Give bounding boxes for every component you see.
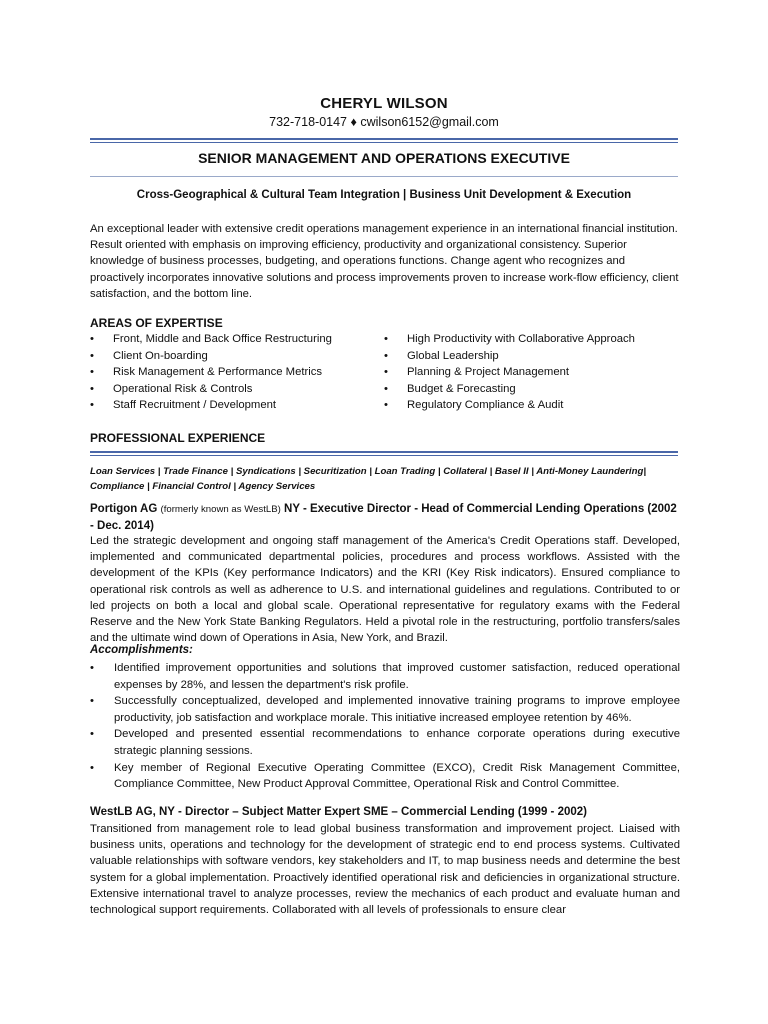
diamond-separator-icon: ♦ bbox=[350, 115, 357, 129]
expertise-item: • Staff Recruitment / Development bbox=[90, 397, 380, 414]
headline: SENIOR MANAGEMENT AND OPERATIONS EXECUTIVE bbox=[198, 150, 570, 166]
job-title-westlb: WestLB AG, NY - Director – Subject Matter Expert SME – Commercial Lending (1999 - 2002) bbox=[90, 806, 587, 818]
company-note: (formerly known as WestLB) bbox=[160, 504, 281, 515]
company-name: Portigon AG bbox=[90, 503, 158, 515]
expertise-item: • Budget & Forecasting bbox=[384, 381, 680, 398]
experience-title: PROFESSIONAL EXPERIENCE bbox=[90, 431, 266, 445]
tagline: Cross-Geographical & Cultural Team Integration | Business Unit Development & Execution bbox=[136, 189, 632, 201]
job-description-westlb: Transitioned from management role to lead global business transformation and improvement project. Liaised with business units, operations and technology for the development of strategic end to end process systems. Cultivated valuable relationships with software vendors, key stakeholders and IT, to map business needs and determine the best system for a global implementation. Proactively identified operational risk and deficiencies in organizational structure. Extensive international travel to analyze processes, review the mechanics of each product and evaluate human and technological support requirements. Collaborated with all levels of professionals to ensure clear bbox=[90, 823, 680, 917]
header-divider bbox=[90, 138, 678, 143]
expertise-item: • Planning & Project Management bbox=[384, 364, 680, 381]
job-title-rest: NY - Executive Director - Head of Commercial Lending Operations (2002 - Dec. 2014) bbox=[90, 503, 677, 532]
expertise-item: • Operational Risk & Controls bbox=[90, 381, 380, 398]
accomplishments-label: Accomplishments: bbox=[90, 644, 193, 656]
expertise-title: AREAS OF EXPERTISE bbox=[90, 316, 223, 330]
summary-paragraph: An exceptional leader with extensive credit operations management experience in an international financial institution. Result oriented with emphasis on improving efficiency, productivity and organizational consistency. Superior knowledge of business processes, budgeting, and operations functions. Change agent who recognizes and proactively incorporates innovative solutions and process improvements proven to increase work-flow efficiency, client satisfaction, and the bottom line. bbox=[90, 223, 679, 300]
accomplishment-item: • Developed and presented essential recommendations to enhance corporate operations during executive strategic planning sessions. bbox=[90, 726, 680, 759]
expertise-item: • High Productivity with Collaborative Approach bbox=[384, 331, 680, 348]
accomplishment-item: • Successfully conceptualized, developed and implemented innovative training programs to improve employee productivity, job satisfaction and workplace morale. This initiative increased employee retention by 46%. bbox=[90, 693, 680, 726]
expertise-item: • Global Leadership bbox=[384, 348, 680, 365]
contact-line bbox=[0, 115, 768, 129]
expertise-list-left bbox=[90, 331, 380, 414]
accomplishment-item: • Key member of Regional Executive Operating Committee (EXCO), Credit Risk Management Committee, Compliance Committee, New Product Approval Committee, Operational Risk and Control Committee. bbox=[90, 760, 680, 793]
job-description-portigon: Led the strategic development and ongoing staff management of the America's Credit Operations staff. Developed, implemented and communicated departmental policies, procedures and process workflows. Assisted with the development of the KPIs (Key performance Indicators) and the KRI (Key Risk indicators). Ensured compliance to operational risk controls as well as adherence to U.S. and international guidelines and regulations. Contributed to or led projects on both a local and global scale. Operational representative for regulatory exams with the Federal Reserve and the New York State Banking Regulators. Held a pivotal role in the restructuring, portfolio transfers/sales and the ultimate wind down of Operations in Asia, New York, and Brazil. bbox=[90, 535, 680, 645]
expertise-item: • Regulatory Compliance & Audit bbox=[384, 397, 680, 414]
candidate-name: CHERYL WILSON bbox=[320, 95, 448, 112]
expertise-item: • Risk Management & Performance Metrics bbox=[90, 364, 380, 381]
headline-divider bbox=[90, 176, 678, 177]
phone-number: 732-718-0147 bbox=[269, 115, 348, 129]
experience-divider bbox=[90, 451, 678, 456]
expertise-item: • Client On-boarding bbox=[90, 348, 380, 365]
job-title-portigon bbox=[90, 501, 680, 534]
expertise-list-right bbox=[384, 331, 680, 414]
expertise-item: • Front, Middle and Back Office Restructuring bbox=[90, 331, 380, 348]
experience-keywords: Loan Services | Trade Finance | Syndications | Securitization | Loan Trading | Collateral | Basel II | Anti-Money Laundering| Compliance | Financial Control | Agency Services bbox=[90, 466, 646, 492]
accomplishments-list bbox=[90, 660, 680, 793]
email-address: cwilson6152@gmail.com bbox=[360, 115, 499, 129]
accomplishment-item: • Identified improvement opportunities and solutions that improved customer satisfaction, reduced operational expenses by 28%, and lessen the department's risk profile. bbox=[90, 660, 680, 693]
